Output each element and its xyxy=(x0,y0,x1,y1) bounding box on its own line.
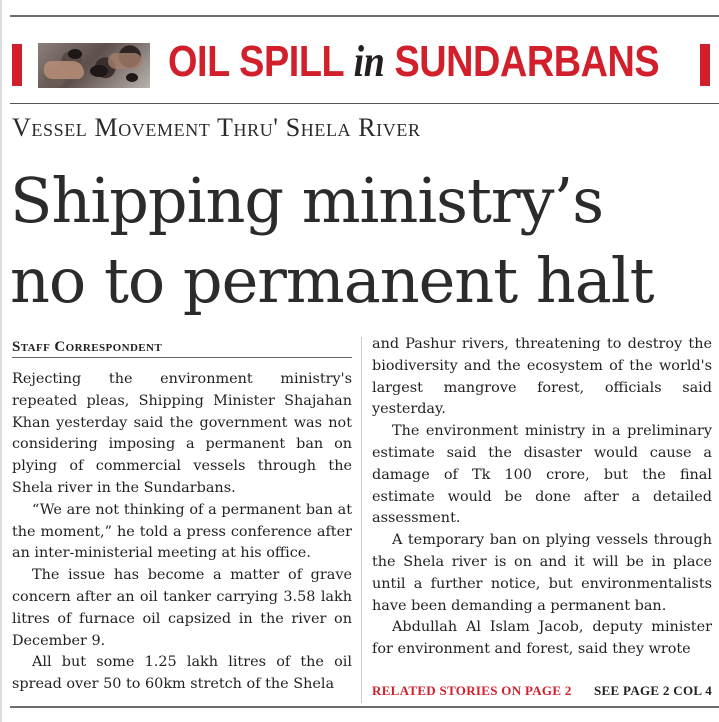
paragraph: and Pashur rivers, threatening to destroy the biodiversity and the ecosystem of the world's largest mangrove forest, officials said yesterday. xyxy=(372,336,712,418)
paragraph: All but some 1.25 lakh litres of the oil spread over 50 to 60km stretch of the Shela xyxy=(12,654,352,693)
oil-spill-photo xyxy=(38,43,150,88)
photo-hand-shape xyxy=(44,61,84,79)
article-footer xyxy=(372,683,712,699)
photo-oil-blob xyxy=(68,49,82,59)
headline-line-2: no to permanent halt xyxy=(10,244,654,317)
top-rule xyxy=(10,15,719,17)
continued-jump-link[interactable]: SEE PAGE 2 COL 4 xyxy=(594,683,712,698)
kicker-connector: in xyxy=(353,37,385,86)
paragraph: “We are not thinking of a permanent ban at the moment,” he told a press conference after an inter-ministerial meeting at his office. xyxy=(12,501,352,562)
body-column-1 xyxy=(12,369,352,696)
column-separator xyxy=(361,337,362,703)
headline-line-1: Shipping ministry’s xyxy=(10,164,604,237)
photo-oil-blob xyxy=(126,73,138,82)
kicker-right-bar xyxy=(700,44,710,86)
related-stories-link[interactable]: RELATED STORIES ON PAGE 2 xyxy=(372,683,572,698)
photo-hand-shape xyxy=(108,53,142,69)
page-edge xyxy=(0,0,2,722)
overline: Vessel Movement Thru' Shela River xyxy=(12,113,421,142)
header-rule xyxy=(10,103,719,104)
bottom-rule xyxy=(10,706,719,708)
photo-oil-blob xyxy=(90,65,108,77)
byline-rule xyxy=(12,357,352,358)
kicker-part2: SUNDARBANS xyxy=(394,37,660,86)
paragraph: Abdullah Al Islam Jacob, deputy minister for environment and forest, said they wrote xyxy=(372,619,712,658)
paragraph: A temporary ban on plying vessels through the Shela river is on and it will be in place until a further notice, but environmentalists have been demanding a permanent ban. xyxy=(372,532,712,614)
body-column-2 xyxy=(372,334,712,661)
paragraph: The issue has become a matter of grave concern after an oil tanker carrying 3.58 lakh litres of furnace oil capsized in the river on December 9. xyxy=(12,567,352,649)
kicker-part1: OIL SPILL xyxy=(168,37,344,86)
kicker-left-bar xyxy=(12,44,22,86)
paragraph: Rejecting the environment ministry's repeated pleas, Shipping Minister Shajahan Khan yesterday said the government was not considering imposing a permanent ban on plying of commercial vessels through the Shela river in the Sundarbans. xyxy=(12,371,352,496)
paragraph: The environment ministry in a preliminary estimate said the disaster would cause a damage of Tk 100 crore, but the final estimate would be done after a detailed assessment. xyxy=(372,423,712,527)
byline: Staff Correspondent xyxy=(12,339,163,355)
section-kicker xyxy=(168,36,659,87)
